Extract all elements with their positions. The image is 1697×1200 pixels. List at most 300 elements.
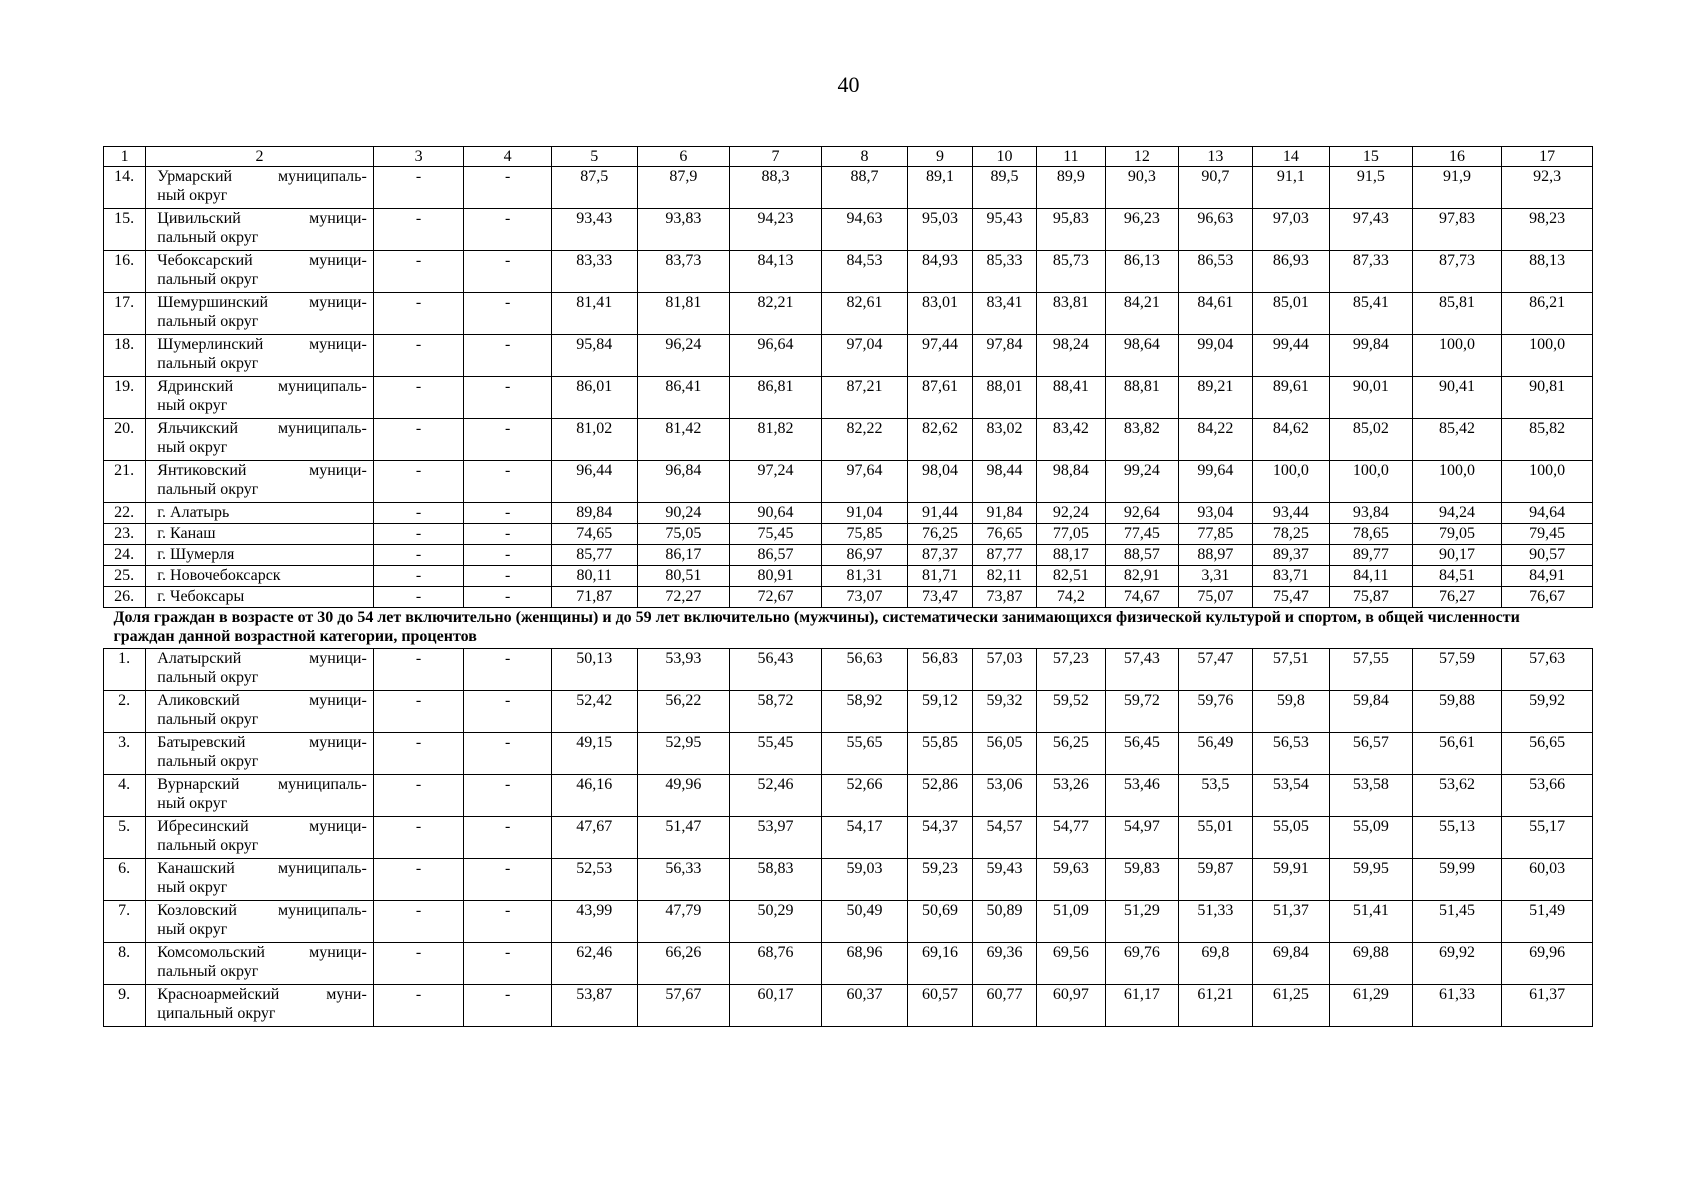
value-cell: 87,21 xyxy=(821,377,908,419)
value-cell: 85,81 xyxy=(1412,293,1502,335)
value-cell: 73,07 xyxy=(821,587,908,608)
value-cell: 81,41 xyxy=(551,293,637,335)
table-row xyxy=(104,985,1593,1027)
value-cell: 96,64 xyxy=(730,335,822,377)
value-cell: 89,5 xyxy=(972,167,1036,209)
header-cell: 6 xyxy=(637,147,730,167)
value-cell: 96,44 xyxy=(551,461,637,503)
value-cell: - xyxy=(373,733,464,775)
value-cell: 91,04 xyxy=(821,503,908,524)
name-line-1: Красноармейский муни- xyxy=(157,986,367,1003)
value-cell: 91,9 xyxy=(1412,167,1502,209)
value-cell: 81,81 xyxy=(637,293,730,335)
name-line-1: Яльчикский муниципаль- xyxy=(157,420,367,437)
value-cell: 84,13 xyxy=(730,251,822,293)
value-cell: 54,37 xyxy=(908,817,972,859)
name-line-1: Аликовский муници- xyxy=(157,692,367,709)
table-body xyxy=(104,147,1593,1027)
value-cell: 95,83 xyxy=(1037,209,1105,251)
header-cell: 2 xyxy=(146,147,374,167)
value-cell: - xyxy=(373,901,464,943)
value-cell: 59,23 xyxy=(908,859,972,901)
header-cell: 8 xyxy=(821,147,908,167)
row-number: 2. xyxy=(104,691,146,733)
value-cell: 69,88 xyxy=(1330,943,1413,985)
municipality-name xyxy=(146,817,374,859)
value-cell: - xyxy=(464,209,552,251)
value-cell: 69,96 xyxy=(1502,943,1593,985)
value-cell: 83,42 xyxy=(1037,419,1105,461)
value-cell: 79,05 xyxy=(1412,524,1502,545)
value-cell: 60,03 xyxy=(1502,859,1593,901)
value-cell: 98,84 xyxy=(1037,461,1105,503)
value-cell: 56,43 xyxy=(730,649,822,691)
value-cell: 86,21 xyxy=(1502,293,1593,335)
value-cell: 55,05 xyxy=(1252,817,1330,859)
value-cell: 83,02 xyxy=(972,419,1036,461)
value-cell: 81,31 xyxy=(821,566,908,587)
value-cell: 52,95 xyxy=(637,733,730,775)
value-cell: - xyxy=(373,587,464,608)
value-cell: 56,65 xyxy=(1502,733,1593,775)
value-cell: 55,65 xyxy=(821,733,908,775)
header-cell: 9 xyxy=(908,147,972,167)
value-cell: 84,93 xyxy=(908,251,972,293)
value-cell: 80,91 xyxy=(730,566,822,587)
value-cell: 47,67 xyxy=(551,817,637,859)
value-cell: 84,62 xyxy=(1252,419,1330,461)
value-cell: 88,01 xyxy=(972,377,1036,419)
name-line-2: пальный округ xyxy=(157,669,259,686)
value-cell: 84,22 xyxy=(1179,419,1252,461)
municipality-name xyxy=(146,461,374,503)
value-cell: 95,43 xyxy=(972,209,1036,251)
value-cell: 54,97 xyxy=(1105,817,1178,859)
value-cell: 59,12 xyxy=(908,691,972,733)
value-cell: 74,65 xyxy=(551,524,637,545)
value-cell: 87,77 xyxy=(972,545,1036,566)
municipality-name xyxy=(146,775,374,817)
name-line-1: Шемуршинский муници- xyxy=(157,294,367,311)
value-cell: 81,71 xyxy=(908,566,972,587)
value-cell: 90,7 xyxy=(1179,167,1252,209)
value-cell: 88,97 xyxy=(1179,545,1252,566)
value-cell: 79,45 xyxy=(1502,524,1593,545)
value-cell: 74,2 xyxy=(1037,587,1105,608)
value-cell: 53,54 xyxy=(1252,775,1330,817)
table-row xyxy=(104,209,1593,251)
value-cell: 57,63 xyxy=(1502,649,1593,691)
value-cell: 50,29 xyxy=(730,901,822,943)
value-cell: 46,16 xyxy=(551,775,637,817)
value-cell: 88,3 xyxy=(730,167,822,209)
table-row xyxy=(104,649,1593,691)
value-cell: 69,76 xyxy=(1105,943,1178,985)
value-cell: 89,1 xyxy=(908,167,972,209)
value-cell: 97,04 xyxy=(821,335,908,377)
value-cell: 84,91 xyxy=(1502,566,1593,587)
value-cell: 87,37 xyxy=(908,545,972,566)
value-cell: 55,13 xyxy=(1412,817,1502,859)
value-cell: 56,61 xyxy=(1412,733,1502,775)
value-cell: 85,73 xyxy=(1037,251,1105,293)
municipality-name xyxy=(146,943,374,985)
municipality-name xyxy=(146,649,374,691)
value-cell: 82,21 xyxy=(730,293,822,335)
value-cell: 85,77 xyxy=(551,545,637,566)
value-cell: 55,45 xyxy=(730,733,822,775)
value-cell: 61,37 xyxy=(1502,985,1593,1027)
value-cell: 53,87 xyxy=(551,985,637,1027)
value-cell: 59,63 xyxy=(1037,859,1105,901)
value-cell: 84,11 xyxy=(1330,566,1413,587)
name-line-2: ный округ xyxy=(157,921,228,938)
row-number: 17. xyxy=(104,293,146,335)
value-cell: 89,9 xyxy=(1037,167,1105,209)
value-cell: 49,96 xyxy=(637,775,730,817)
municipality-name: г. Алатырь xyxy=(146,503,374,524)
municipality-name xyxy=(146,691,374,733)
value-cell: 86,57 xyxy=(730,545,822,566)
value-cell: 87,33 xyxy=(1330,251,1413,293)
header-cell: 3 xyxy=(373,147,464,167)
name-line-1: Комсомольский муници- xyxy=(157,944,367,961)
value-cell: 59,99 xyxy=(1412,859,1502,901)
table-row xyxy=(104,335,1593,377)
value-cell: - xyxy=(464,377,552,419)
value-cell: 84,21 xyxy=(1105,293,1178,335)
value-cell: - xyxy=(373,524,464,545)
value-cell: 53,06 xyxy=(972,775,1036,817)
name-line-2: пальный округ xyxy=(157,313,259,330)
value-cell: 77,45 xyxy=(1105,524,1178,545)
value-cell: 90,24 xyxy=(637,503,730,524)
value-cell: 60,17 xyxy=(730,985,822,1027)
name-line-2: пальный округ xyxy=(157,963,259,980)
name-line-2: пальный округ xyxy=(157,229,259,246)
value-cell: 56,63 xyxy=(821,649,908,691)
value-cell: 85,82 xyxy=(1502,419,1593,461)
value-cell: - xyxy=(373,775,464,817)
value-cell: - xyxy=(464,649,552,691)
value-cell: 93,43 xyxy=(551,209,637,251)
value-cell: 55,17 xyxy=(1502,817,1593,859)
municipality-name: г. Новочебоксарск xyxy=(146,566,374,587)
value-cell: 61,21 xyxy=(1179,985,1252,1027)
table-row xyxy=(104,251,1593,293)
value-cell: 100,0 xyxy=(1252,461,1330,503)
value-cell: 51,37 xyxy=(1252,901,1330,943)
row-number: 26. xyxy=(104,587,146,608)
value-cell: - xyxy=(464,461,552,503)
value-cell: 83,41 xyxy=(972,293,1036,335)
value-cell: 50,49 xyxy=(821,901,908,943)
value-cell: 91,1 xyxy=(1252,167,1330,209)
value-cell: - xyxy=(464,335,552,377)
value-cell: 59,91 xyxy=(1252,859,1330,901)
value-cell: 95,03 xyxy=(908,209,972,251)
value-cell: 62,46 xyxy=(551,943,637,985)
name-line-1: Алатырский муници- xyxy=(157,650,367,667)
municipality-name xyxy=(146,859,374,901)
value-cell: - xyxy=(464,251,552,293)
value-cell: 50,13 xyxy=(551,649,637,691)
row-number: 18. xyxy=(104,335,146,377)
value-cell: 74,67 xyxy=(1105,587,1178,608)
value-cell: 53,46 xyxy=(1105,775,1178,817)
value-cell: 85,02 xyxy=(1330,419,1413,461)
value-cell: 81,82 xyxy=(730,419,822,461)
value-cell: 77,05 xyxy=(1037,524,1105,545)
value-cell: 97,43 xyxy=(1330,209,1413,251)
value-cell: 59,88 xyxy=(1412,691,1502,733)
value-cell: 56,33 xyxy=(637,859,730,901)
value-cell: - xyxy=(373,545,464,566)
value-cell: 89,61 xyxy=(1252,377,1330,419)
value-cell: 3,31 xyxy=(1179,566,1252,587)
name-line-2: ный округ xyxy=(157,879,228,896)
value-cell: 52,42 xyxy=(551,691,637,733)
row-number: 7. xyxy=(104,901,146,943)
value-cell: 57,23 xyxy=(1037,649,1105,691)
value-cell: 97,44 xyxy=(908,335,972,377)
value-cell: 87,61 xyxy=(908,377,972,419)
value-cell: 72,67 xyxy=(730,587,822,608)
value-cell: 57,47 xyxy=(1179,649,1252,691)
value-cell: 52,86 xyxy=(908,775,972,817)
row-number: 25. xyxy=(104,566,146,587)
name-line-1: Канашский муниципаль- xyxy=(157,860,367,877)
value-cell: 93,04 xyxy=(1179,503,1252,524)
name-line-2: ный округ xyxy=(157,187,228,204)
value-cell: - xyxy=(464,566,552,587)
row-number: 24. xyxy=(104,545,146,566)
value-cell: 82,51 xyxy=(1037,566,1105,587)
value-cell: 90,01 xyxy=(1330,377,1413,419)
value-cell: - xyxy=(373,985,464,1027)
row-number: 20. xyxy=(104,419,146,461)
value-cell: 56,57 xyxy=(1330,733,1413,775)
row-number: 21. xyxy=(104,461,146,503)
value-cell: 97,84 xyxy=(972,335,1036,377)
table-row xyxy=(104,901,1593,943)
section-header-row xyxy=(104,608,1593,649)
value-cell: 83,73 xyxy=(637,251,730,293)
value-cell: 56,25 xyxy=(1037,733,1105,775)
municipality-name xyxy=(146,733,374,775)
municipality-name xyxy=(146,167,374,209)
value-cell: - xyxy=(373,817,464,859)
value-cell: 61,25 xyxy=(1252,985,1330,1027)
value-cell: 60,77 xyxy=(972,985,1036,1027)
data-table xyxy=(103,146,1593,1027)
header-cell: 14 xyxy=(1252,147,1330,167)
value-cell: 60,97 xyxy=(1037,985,1105,1027)
table-row xyxy=(104,943,1593,985)
table-row xyxy=(104,545,1593,566)
value-cell: - xyxy=(373,859,464,901)
header-cell: 10 xyxy=(972,147,1036,167)
row-number: 15. xyxy=(104,209,146,251)
row-number: 16. xyxy=(104,251,146,293)
header-cell: 15 xyxy=(1330,147,1413,167)
header-cell: 13 xyxy=(1179,147,1252,167)
value-cell: 95,84 xyxy=(551,335,637,377)
municipality-name xyxy=(146,985,374,1027)
value-cell: 76,25 xyxy=(908,524,972,545)
value-cell: 76,65 xyxy=(972,524,1036,545)
value-cell: 47,79 xyxy=(637,901,730,943)
value-cell: 59,84 xyxy=(1330,691,1413,733)
value-cell: 86,41 xyxy=(637,377,730,419)
value-cell: 56,83 xyxy=(908,649,972,691)
name-line-1: Батыревский муници- xyxy=(157,734,367,751)
value-cell: 53,26 xyxy=(1037,775,1105,817)
value-cell: - xyxy=(373,649,464,691)
value-cell: 69,84 xyxy=(1252,943,1330,985)
row-number: 23. xyxy=(104,524,146,545)
value-cell: 84,61 xyxy=(1179,293,1252,335)
value-cell: 94,24 xyxy=(1412,503,1502,524)
value-cell: 96,63 xyxy=(1179,209,1252,251)
header-cell: 4 xyxy=(464,147,552,167)
value-cell: 100,0 xyxy=(1330,461,1413,503)
value-cell: - xyxy=(464,733,552,775)
value-cell: 90,41 xyxy=(1412,377,1502,419)
value-cell: 68,96 xyxy=(821,943,908,985)
value-cell: 84,51 xyxy=(1412,566,1502,587)
value-cell: 75,87 xyxy=(1330,587,1413,608)
name-line-2: ципальный округ xyxy=(157,1005,276,1022)
value-cell: 97,24 xyxy=(730,461,822,503)
value-cell: 49,15 xyxy=(551,733,637,775)
row-number: 1. xyxy=(104,649,146,691)
value-cell: 53,97 xyxy=(730,817,822,859)
row-number: 9. xyxy=(104,985,146,1027)
value-cell: 61,17 xyxy=(1105,985,1178,1027)
value-cell: 94,23 xyxy=(730,209,822,251)
municipality-name xyxy=(146,419,374,461)
header-cell: 16 xyxy=(1412,147,1502,167)
value-cell: 50,69 xyxy=(908,901,972,943)
value-cell: 75,85 xyxy=(821,524,908,545)
value-cell: 88,81 xyxy=(1105,377,1178,419)
value-cell: 87,9 xyxy=(637,167,730,209)
table-row xyxy=(104,566,1593,587)
name-line-2: пальный округ xyxy=(157,711,259,728)
table-row xyxy=(104,524,1593,545)
value-cell: 82,22 xyxy=(821,419,908,461)
value-cell: 90,81 xyxy=(1502,377,1593,419)
value-cell: 59,87 xyxy=(1179,859,1252,901)
value-cell: 98,64 xyxy=(1105,335,1178,377)
value-cell: 56,49 xyxy=(1179,733,1252,775)
value-cell: 51,09 xyxy=(1037,901,1105,943)
name-line-2: пальный округ xyxy=(157,753,259,770)
value-cell: 94,63 xyxy=(821,209,908,251)
value-cell: 98,04 xyxy=(908,461,972,503)
value-cell: 86,17 xyxy=(637,545,730,566)
municipality-name: г. Шумерля xyxy=(146,545,374,566)
value-cell: 86,53 xyxy=(1179,251,1252,293)
table-row xyxy=(104,775,1593,817)
value-cell: 82,61 xyxy=(821,293,908,335)
value-cell: 89,21 xyxy=(1179,377,1252,419)
value-cell: 92,3 xyxy=(1502,167,1593,209)
value-cell: 58,92 xyxy=(821,691,908,733)
page-number: 40 xyxy=(837,72,860,97)
value-cell: 83,71 xyxy=(1252,566,1330,587)
value-cell: 78,25 xyxy=(1252,524,1330,545)
value-cell: 57,51 xyxy=(1252,649,1330,691)
value-cell: 97,83 xyxy=(1412,209,1502,251)
value-cell: 99,44 xyxy=(1252,335,1330,377)
name-line-1: Вурнарский муниципаль- xyxy=(157,776,367,793)
municipality-name xyxy=(146,209,374,251)
value-cell: 88,7 xyxy=(821,167,908,209)
table-row xyxy=(104,377,1593,419)
row-number: 6. xyxy=(104,859,146,901)
name-line-2: ный округ xyxy=(157,795,228,812)
value-cell: 52,46 xyxy=(730,775,822,817)
value-cell: 86,93 xyxy=(1252,251,1330,293)
value-cell: 55,85 xyxy=(908,733,972,775)
name-line-1: Урмарский муниципаль- xyxy=(157,168,367,185)
header-row xyxy=(104,147,1593,167)
value-cell: 59,43 xyxy=(972,859,1036,901)
value-cell: 99,84 xyxy=(1330,335,1413,377)
value-cell: 87,73 xyxy=(1412,251,1502,293)
value-cell: 57,59 xyxy=(1412,649,1502,691)
value-cell: 59,92 xyxy=(1502,691,1593,733)
value-cell: 83,01 xyxy=(908,293,972,335)
name-line-1: Цивильский муници- xyxy=(157,210,367,227)
value-cell: 99,04 xyxy=(1179,335,1252,377)
value-cell: - xyxy=(464,775,552,817)
value-cell: 61,29 xyxy=(1330,985,1413,1027)
value-cell: 84,53 xyxy=(821,251,908,293)
value-cell: 72,27 xyxy=(637,587,730,608)
value-cell: 66,26 xyxy=(637,943,730,985)
name-line-1: Ядринский муниципаль- xyxy=(157,378,367,395)
table-row xyxy=(104,167,1593,209)
value-cell: 98,44 xyxy=(972,461,1036,503)
value-cell: 54,77 xyxy=(1037,817,1105,859)
value-cell: 87,5 xyxy=(551,167,637,209)
value-cell: 53,5 xyxy=(1179,775,1252,817)
value-cell: - xyxy=(464,691,552,733)
value-cell: 100,0 xyxy=(1412,461,1502,503)
table-row xyxy=(104,461,1593,503)
value-cell: 61,33 xyxy=(1412,985,1502,1027)
value-cell: 90,57 xyxy=(1502,545,1593,566)
value-cell: 59,52 xyxy=(1037,691,1105,733)
value-cell: - xyxy=(464,524,552,545)
value-cell: 96,24 xyxy=(637,335,730,377)
municipality-name: г. Чебоксары xyxy=(146,587,374,608)
value-cell: 94,64 xyxy=(1502,503,1593,524)
value-cell: 85,33 xyxy=(972,251,1036,293)
value-cell: 98,23 xyxy=(1502,209,1593,251)
value-cell: 57,55 xyxy=(1330,649,1413,691)
value-cell: 81,02 xyxy=(551,419,637,461)
value-cell: 59,72 xyxy=(1105,691,1178,733)
value-cell: 88,13 xyxy=(1502,251,1593,293)
name-line-2: ный округ xyxy=(157,439,228,456)
value-cell: 98,24 xyxy=(1037,335,1105,377)
value-cell: 53,93 xyxy=(637,649,730,691)
value-cell: 100,0 xyxy=(1502,335,1593,377)
